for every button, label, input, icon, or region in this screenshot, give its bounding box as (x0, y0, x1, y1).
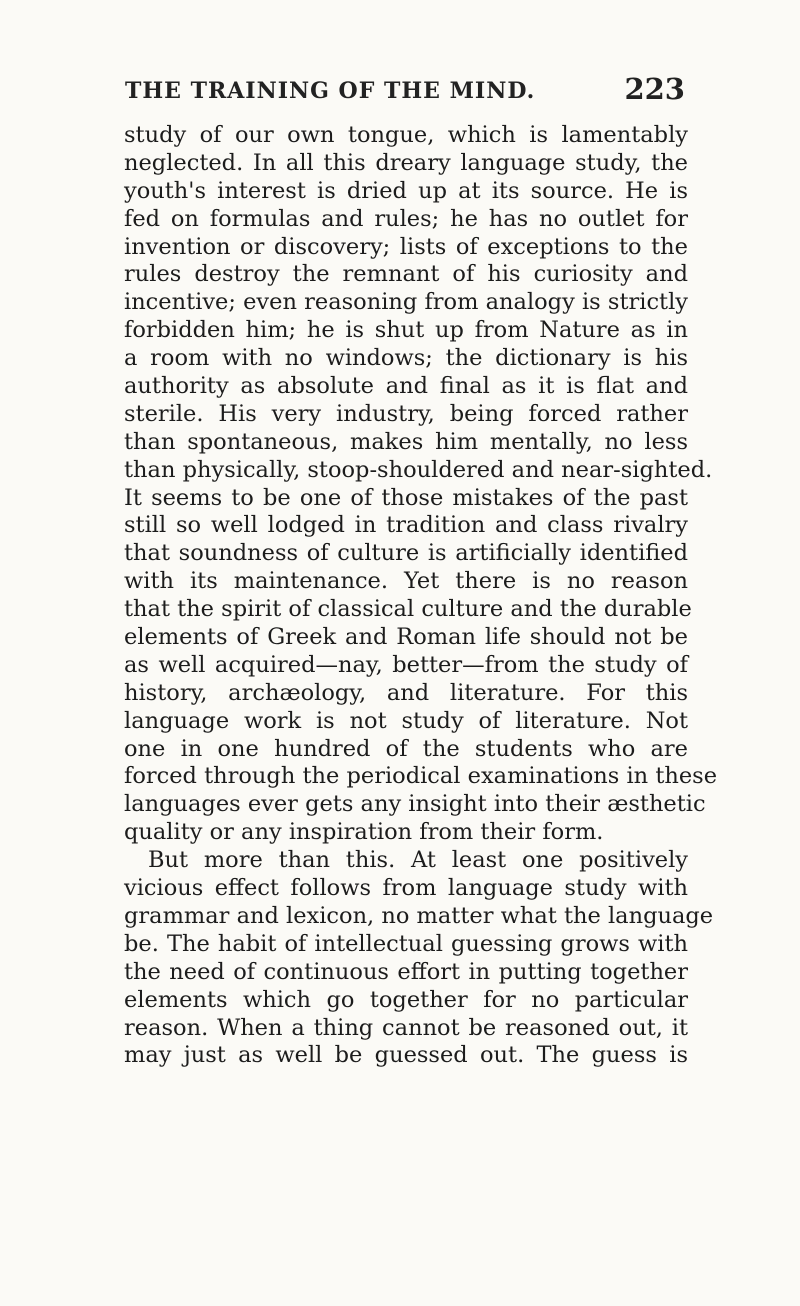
text-line: forced through the periodical examinations in these (124, 763, 718, 790)
text-line: history, archæology, and literature. For this (124, 679, 688, 706)
text-line: elements which go together for no particular (124, 986, 688, 1013)
text-line: invention or discovery; lists of exceptions to the (124, 233, 688, 260)
text-line: a room with no windows; the dictionary is his (124, 345, 688, 372)
text-line: forbidden him; he is shut up from Nature as in (124, 317, 688, 344)
running-title: THE TRAINING OF THE MIND. (125, 78, 536, 104)
text-line: reason. When a thing cannot be reasoned out, it (124, 1014, 688, 1041)
text-line: fed on formulas and rules; he has no outlet for (124, 205, 688, 232)
text-line: It seems to be one of those mistakes of the past (124, 484, 688, 511)
text-line: language work is not study of literature. Not (124, 707, 688, 734)
text-line: than physically, stoop-shouldered and near-sighted. (124, 456, 713, 483)
text-line: sterile. His very industry, being forced rather (124, 400, 688, 427)
text-line: still so well lodged in tradition and class rivalry (124, 512, 688, 539)
text-line: grammar and lexicon, no matter what the language (124, 902, 714, 929)
text-line: quality or any inspiration from their form. (124, 819, 604, 846)
page-number: 223 (624, 72, 685, 106)
text-line: the need of continuous effort in putting together (124, 958, 688, 985)
text-line: that the spirit of classical culture and the durable (124, 596, 692, 623)
text-line: one in one hundred of the students who are (124, 735, 688, 762)
text-line: study of our own tongue, which is lamentably (124, 122, 688, 148)
text-line: youth's interest is dried up at its source. He is (124, 177, 688, 204)
text-line: authority as absolute and final as it is flat and (124, 373, 688, 400)
text-line: than spontaneous, makes him mentally, no less (124, 428, 688, 455)
text-line: with its maintenance. Yet there is no reason (124, 568, 688, 595)
running-head (125, 72, 685, 108)
text-line: that soundness of culture is artificially identified (124, 540, 688, 567)
text-line: incentive; even reasoning from analogy is strictly (124, 289, 688, 316)
text-line: as well acquired—nay, better—from the study of (124, 651, 688, 678)
text-line: But more than this. At least one positively (148, 847, 688, 874)
text-line: rules destroy the remnant of his curiosity and (124, 261, 688, 288)
text-line: neglected. In all this dreary language study, the (124, 149, 688, 176)
text-line: be. The habit of intellectual guessing grows with (124, 930, 688, 957)
text-line: may just as well be guessed out. The guess is (124, 1042, 688, 1069)
text-line: languages ever gets any insight into their æsthetic (124, 791, 706, 818)
text-line: elements of Greek and Roman life should not be (124, 624, 688, 651)
text-line: vicious effect follows from language study with (124, 875, 688, 902)
body-text (124, 122, 718, 1070)
